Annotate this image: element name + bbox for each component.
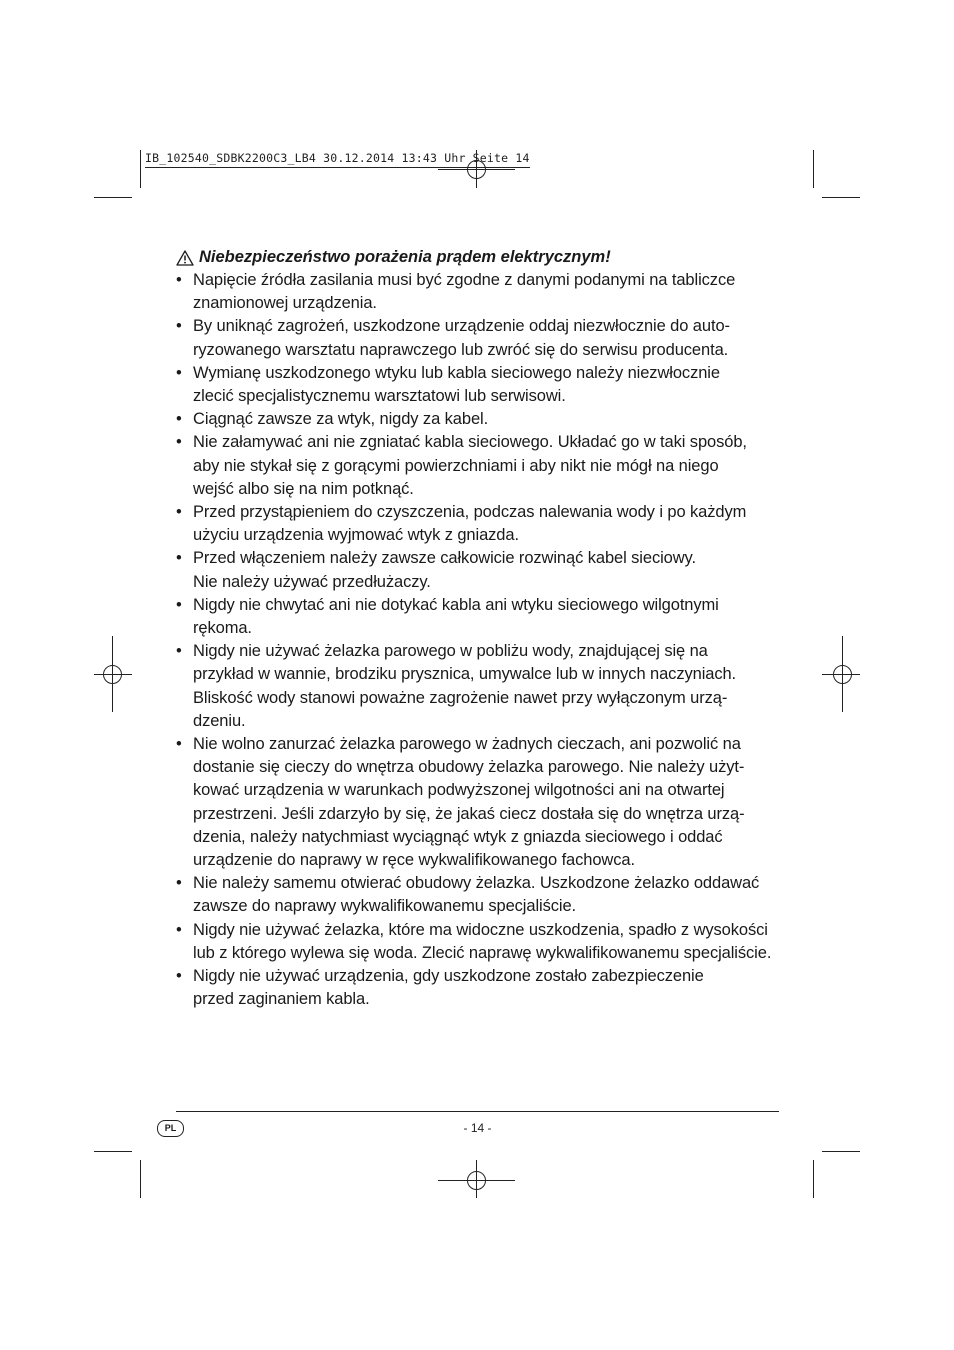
safety-section <box>176 246 788 1012</box>
list-item-text: Nie załamywać ani nie zgniatać kabla sieciowego. Układać go w taki sposób, aby nie stykał się z gorącymi powierzchniami i aby nikt nie mógł na niego wejść albo się na nim potknąć. <box>193 433 747 498</box>
warning-triangle-icon <box>176 250 194 266</box>
list-item-text: Nigdy nie chwytać ani nie dotykać kabla ani wtyku sieciowego wilgotnymi rękoma. <box>193 595 719 638</box>
list-item-text: Przed przystąpieniem do czyszczenia, podczas nalewania wody i po każdym użyciu urządzenia wyjmować wtyk z gniazda. <box>193 503 747 545</box>
list-item <box>176 640 788 733</box>
print-slug-underline <box>145 167 530 168</box>
bullet-glyph: • <box>176 433 182 452</box>
list-item <box>176 919 788 965</box>
language-badge: PL <box>157 1120 184 1137</box>
list-item-text: By uniknąć zagrożeń, uszkodzone urządzenie oddaj niezwłocznie do auto- ryzowanego warsztatu naprawczego lub zwróć się do serwisu producenta. <box>193 317 730 359</box>
page-number: - 14 - <box>463 1121 492 1135</box>
bullet-glyph: • <box>176 920 182 939</box>
bullet-glyph: • <box>176 363 182 382</box>
registration-mark-left <box>94 636 132 712</box>
list-item-text: Nigdy nie używać żelazka parowego w pobliżu wody, znajdującej się na przykład w wannie, brodziku prysznica, umywalce lub w innych naczyniach. Bliskość wody stanowi poważne zagrożenie nawet przy wyłączonym urzą- dzeniu. <box>193 642 737 730</box>
bullet-glyph: • <box>176 503 182 522</box>
list-item-text: Przed włączeniem należy zawsze całkowicie rozwinąć kabel sieciowy. Nie należy używać przedłużaczy. <box>193 549 696 591</box>
list-item <box>176 547 788 593</box>
list-item-text: Nigdy nie używać urządzenia, gdy uszkodzone zostało zabezpieczenie przed zaginaniem kabla. <box>193 967 704 1009</box>
bullet-glyph: • <box>176 410 182 429</box>
section-heading <box>176 246 788 269</box>
list-item-text: Napięcie źródła zasilania musi być zgodne z danymi podanymi na tabliczce znamionowej urządzenia. <box>193 271 736 313</box>
bullet-glyph: • <box>176 549 182 568</box>
list-item-text: Nigdy nie używać żelazka, które ma widoczne uszkodzenia, spadło z wysokości lub z którego wylewa się woda. Zlecić naprawę wykwalifikowanemu specjaliście. <box>193 920 772 962</box>
list-item <box>176 408 788 431</box>
list-item-text: Ciągnąć zawsze za wtyk, nigdy za kabel. <box>193 410 489 429</box>
list-item <box>176 362 788 408</box>
list-item <box>176 269 788 315</box>
bullet-glyph: • <box>176 735 182 754</box>
footer-divider <box>176 1111 779 1112</box>
print-slug-text: IB_102540_SDBK2200C3_LB4 30.12.2014 13:43 Uhr Seite 14 <box>145 151 530 165</box>
bullet-glyph: • <box>176 317 182 336</box>
list-item-text: Nie należy samemu otwierać obudowy żelazka. Uszkodzone żelazko oddawać zawsze do naprawy wykwalifikowanemu specjaliście. <box>193 874 760 916</box>
print-slug-header <box>145 151 530 165</box>
list-item <box>176 315 788 361</box>
list-item-text: Nie wolno zanurzać żelazka parowego w żadnych cieczach, ani pozwolić na dostanie się cieczy do wnętrza obudowy żelazka parowego. Nie należy użyt- kować urządzenia w warunkach podwyższonej wilgotności ani na otwartej przestrzeni. Jeśli zdarzyło by się, że jakaś ciecz dostała się do wnętrza urzą- dzenia, należy natychmiast wyciągnąć wtyk z gniazda sieciowego i oddać urządzenie do naprawy w ręce wykwalifikowanego fachowca. <box>193 735 745 870</box>
safety-bullet-list <box>176 269 788 1012</box>
list-item <box>176 733 788 872</box>
section-heading-text: Niebezpieczeństwo porażenia prądem elektrycznym! <box>199 248 611 266</box>
bullet-glyph: • <box>176 595 182 614</box>
bullet-glyph: • <box>176 967 182 986</box>
list-item-text: Wymianę uszkodzonego wtyku lub kabla sieciowego należy niezwłocznie zlecić specjalistycznemu warsztatowi lub serwisowi. <box>193 363 720 406</box>
list-item <box>176 431 788 501</box>
registration-mark-right <box>822 636 860 712</box>
list-item <box>176 594 788 640</box>
bullet-glyph: • <box>176 271 182 289</box>
bullet-glyph: • <box>176 642 182 661</box>
registration-mark-bottom <box>438 1160 515 1198</box>
list-item <box>176 872 788 918</box>
list-item <box>176 965 788 1011</box>
list-item <box>176 501 788 547</box>
bullet-glyph: • <box>176 874 182 893</box>
